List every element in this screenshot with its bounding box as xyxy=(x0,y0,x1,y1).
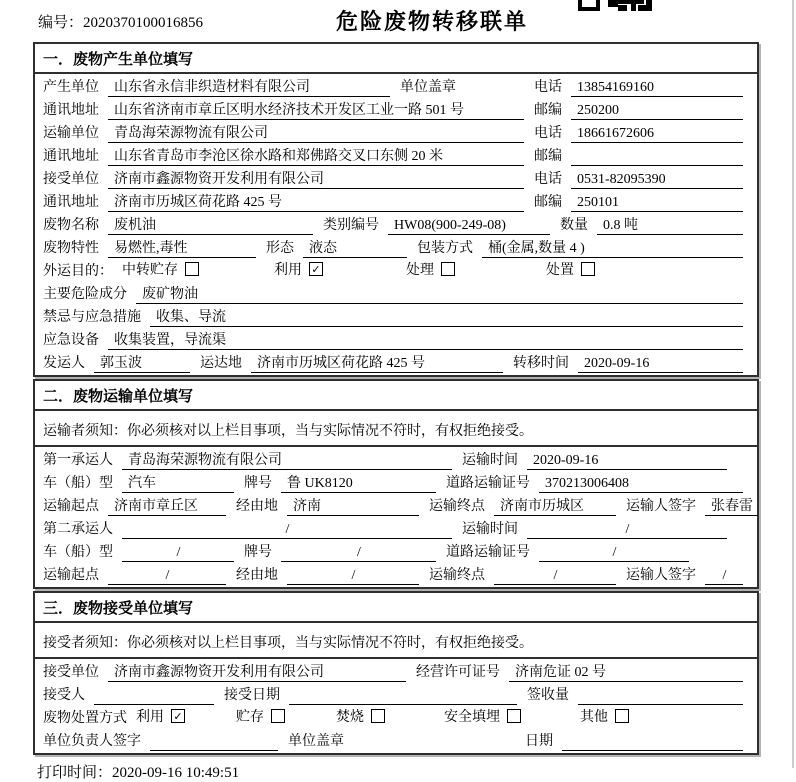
checkbox-field xyxy=(406,259,546,279)
field-value: 山东省济南市章丘区明水经济技术开发区工业一路 501 号 xyxy=(108,99,524,120)
field-label: 接受日期 xyxy=(224,688,280,703)
field-value: 0531-82095390 xyxy=(571,172,743,189)
field-value: / xyxy=(122,522,452,539)
waste-property-row xyxy=(41,235,751,258)
checkbox-unchecked-icon xyxy=(507,709,521,723)
field-label: 运输人签字 xyxy=(626,499,696,514)
field-value: 济南市鑫源物资开发利用有限公司 xyxy=(108,168,524,189)
receiver-address-row xyxy=(41,189,751,212)
field-value: 250101 xyxy=(571,195,743,212)
transporter-address-row xyxy=(41,143,751,166)
field-label: 转移时间 xyxy=(513,356,569,371)
field-label: 外运目的： xyxy=(43,264,113,279)
checkbox-checked-icon: ✓ xyxy=(171,709,185,723)
checkbox-field xyxy=(580,706,629,726)
checkbox-label: 利用 xyxy=(136,710,164,725)
field-label: 电话 xyxy=(534,172,562,187)
blank-fill-line xyxy=(562,734,743,751)
hazard-component-row xyxy=(41,281,751,304)
checkbox-unchecked-icon xyxy=(581,262,595,276)
field-label: 单位盖章 xyxy=(288,734,344,749)
receiver-unit-row xyxy=(41,166,751,189)
field-value: 青岛海荣源物流有限公司 xyxy=(108,122,524,143)
field-value: / xyxy=(122,545,234,562)
field-label: 运输人签字 xyxy=(626,568,696,583)
field-value: 2020-09-16 xyxy=(527,453,727,470)
second-carrier-row xyxy=(41,516,751,539)
field-label: 电话 xyxy=(534,80,562,95)
print-time-label: 打印时间： xyxy=(37,765,113,781)
field-label: 接受人 xyxy=(43,688,85,703)
field-label: 经由地 xyxy=(236,499,278,514)
field-value: 济南市历城区荷花路 425 号 xyxy=(108,191,524,212)
field-value: 郭玉波 xyxy=(94,352,190,373)
field-label: 形态 xyxy=(266,241,294,256)
checkbox-unchecked-icon xyxy=(371,709,385,723)
checkbox-field xyxy=(336,706,444,726)
field-value: 济南 xyxy=(287,495,419,516)
field-value: / xyxy=(108,568,226,585)
field-label: 运输时间 xyxy=(462,453,518,468)
transporter-unit-row xyxy=(41,120,751,143)
field-label: 签收量 xyxy=(527,688,569,703)
field-label: 车（船）型 xyxy=(43,545,113,560)
checkbox-label: 处置 xyxy=(546,263,574,278)
field-label: 日期 xyxy=(525,734,553,749)
receiver-notice-row xyxy=(35,623,757,659)
checkbox-label: 贮存 xyxy=(236,710,264,725)
checkbox-field xyxy=(136,706,236,726)
field-label: 运达地 xyxy=(200,356,242,371)
field-label: 通讯地址 xyxy=(43,195,99,210)
field-value: 370213006408 xyxy=(539,476,743,493)
checkbox-unchecked-icon xyxy=(271,709,285,723)
waste-name-row xyxy=(41,212,751,235)
blank-fill-line xyxy=(289,688,517,705)
field-label: 类别编号 xyxy=(323,218,379,233)
serial-label: 编号： xyxy=(38,15,84,31)
second-vehicle-row xyxy=(41,539,751,562)
checkbox-label: 焚烧 xyxy=(336,710,364,725)
checkbox-field xyxy=(236,706,336,726)
field-label: 禁忌与应急措施 xyxy=(43,310,141,325)
field-value: HW08(900-249-08) xyxy=(388,218,550,235)
receiver-person-row xyxy=(41,682,751,705)
print-time-line xyxy=(33,761,759,782)
field-label: 经由地 xyxy=(236,568,278,583)
taboo-measures-row xyxy=(41,304,751,327)
window-right-edge xyxy=(792,0,794,768)
field-value: / xyxy=(281,545,436,562)
field-label: 牌号 xyxy=(244,476,272,491)
field-value: 张春雷 xyxy=(705,495,758,516)
field-value: / xyxy=(494,568,616,585)
field-label: 接受单位 xyxy=(43,665,99,680)
field-label: 道路运输证号 xyxy=(446,545,530,560)
checkbox-unchecked-icon xyxy=(441,262,455,276)
field-label: 运输起点 xyxy=(43,568,99,583)
field-value: 鲁 UK8120 xyxy=(281,472,436,493)
checkbox-label: 其他 xyxy=(580,710,608,725)
blank-fill-line xyxy=(571,149,743,166)
field-label: 废物特性 xyxy=(43,241,99,256)
field-label: 运输时间 xyxy=(462,522,518,537)
field-value: 收集装置，导流渠 xyxy=(108,329,743,350)
section-2-box xyxy=(33,379,759,589)
field-value: 青岛海荣源物流有限公司 xyxy=(122,449,452,470)
field-value: 山东省永信非织造材料有限公司 xyxy=(108,76,390,97)
field-label: 接受单位 xyxy=(43,172,99,187)
field-label: 运输单位 xyxy=(43,126,99,141)
field-label: 第一承运人 xyxy=(43,453,113,468)
qr-code-fragment xyxy=(578,0,652,11)
producer-unit-row xyxy=(41,74,751,97)
checkbox-label: 中转贮存 xyxy=(122,263,178,278)
field-value: / xyxy=(705,568,743,585)
second-route-row xyxy=(41,562,751,585)
producer-address-row xyxy=(41,97,751,120)
checkbox-unchecked-icon xyxy=(615,709,629,723)
field-label: 车（船）型 xyxy=(43,476,113,491)
section-1-box xyxy=(33,42,759,377)
field-value: / xyxy=(539,545,689,562)
field-label: 道路运输证号 xyxy=(446,476,530,491)
field-value: 2020-09-16 xyxy=(578,356,743,373)
first-vehicle-row xyxy=(41,470,751,493)
field-value: 济南市鑫源物资开发利用有限公司 xyxy=(108,661,406,682)
field-value: 废矿物油 xyxy=(136,283,743,304)
blank-fill-line xyxy=(578,688,743,705)
field-label: 邮编 xyxy=(534,103,562,118)
field-value: 18661672606 xyxy=(571,126,743,143)
field-value: 汽车 xyxy=(122,472,234,493)
field-label: 产生单位 xyxy=(43,80,99,95)
notice-text: 运输者须知：你必须核对以上栏目事项，当与实际情况不符时，有权拒绝接受。 xyxy=(43,424,533,439)
field-label: 单位负责人签字 xyxy=(43,734,141,749)
checkbox-label: 利用 xyxy=(274,263,302,278)
notice-text: 接受者须知：你必须核对以上栏目事项，当与实际情况不符时，有权拒绝接受。 xyxy=(43,636,533,651)
field-value: 废机油 xyxy=(108,214,313,235)
field-label: 通讯地址 xyxy=(43,103,99,118)
field-value: 济南市历城区 xyxy=(494,495,616,516)
field-label: 第二承运人 xyxy=(43,522,113,537)
field-value: 济南市历城区荷花路 425 号 xyxy=(251,352,503,373)
field-value: 易燃性,毒性 xyxy=(108,237,256,258)
transfer-purpose-row xyxy=(41,258,751,281)
field-label: 电话 xyxy=(534,126,562,141)
field-value: / xyxy=(527,522,727,539)
checkbox-checked-icon: ✓ xyxy=(309,262,323,276)
blank-fill-line xyxy=(94,688,214,705)
field-label: 废物处置方式 xyxy=(43,711,127,726)
first-route-row xyxy=(41,493,751,516)
field-label: 通讯地址 xyxy=(43,149,99,164)
receiving-unit-row xyxy=(41,659,751,682)
field-label: 应急设备 xyxy=(43,333,99,348)
checkbox-label: 安全填埋 xyxy=(444,710,500,725)
field-value: 济南市章丘区 xyxy=(108,495,226,516)
section-heading: 一．废物产生单位填写 xyxy=(35,44,757,74)
field-label: 邮编 xyxy=(534,195,562,210)
checkbox-field xyxy=(546,259,595,279)
field-label: 邮编 xyxy=(534,149,562,164)
field-value: 0.8 吨 xyxy=(597,214,743,235)
checkbox-field xyxy=(274,259,406,279)
page-title: 危险废物转移联单 xyxy=(336,9,529,34)
field-label: 运输终点 xyxy=(429,499,485,514)
transporter-notice-row xyxy=(35,411,757,447)
checkbox-field xyxy=(444,706,580,726)
disposal-method-row xyxy=(41,705,751,728)
field-label: 运输终点 xyxy=(429,568,485,583)
section-heading: 二．废物运输单位填写 xyxy=(35,381,757,411)
first-carrier-row xyxy=(41,447,751,470)
form-sections xyxy=(33,42,759,755)
field-label: 经营许可证号 xyxy=(416,665,500,680)
serial-number-line xyxy=(38,11,203,32)
field-value: 济南危证 02 号 xyxy=(509,661,743,682)
field-value: 收集、导流 xyxy=(150,306,743,327)
print-time-value: 2020-09-16 10:49:51 xyxy=(112,765,240,781)
field-value: 液态 xyxy=(303,237,407,258)
field-value: 13854169160 xyxy=(571,80,743,97)
checkbox-unchecked-icon xyxy=(185,262,199,276)
emergency-equipment-row xyxy=(41,327,751,350)
field-value: 桶(金属,数量 4 ) xyxy=(482,237,743,258)
field-label: 废物名称 xyxy=(43,218,99,233)
field-label: 数量 xyxy=(560,218,588,233)
signature-row xyxy=(41,728,751,751)
field-value: 250200 xyxy=(571,103,743,120)
field-value: 山东省青岛市李沧区徐水路和郑佛路交叉口东侧 20 米 xyxy=(108,145,524,166)
field-label: 包装方式 xyxy=(417,241,473,256)
field-label: 运输起点 xyxy=(43,499,99,514)
section-3-box xyxy=(33,591,759,755)
field-label: 牌号 xyxy=(244,545,272,560)
field-label: 发运人 xyxy=(43,356,85,371)
checkbox-field xyxy=(122,259,274,279)
consignor-row xyxy=(41,350,751,373)
field-label: 单位盖章 xyxy=(400,80,456,95)
blank-fill-line xyxy=(150,734,278,751)
field-label: 主要危险成分 xyxy=(43,287,127,302)
checkbox-label: 处理 xyxy=(406,263,434,278)
field-value: / xyxy=(287,568,419,585)
section-heading: 三．废物接受单位填写 xyxy=(35,593,757,623)
serial-number: 2020370100016856 xyxy=(83,15,204,31)
